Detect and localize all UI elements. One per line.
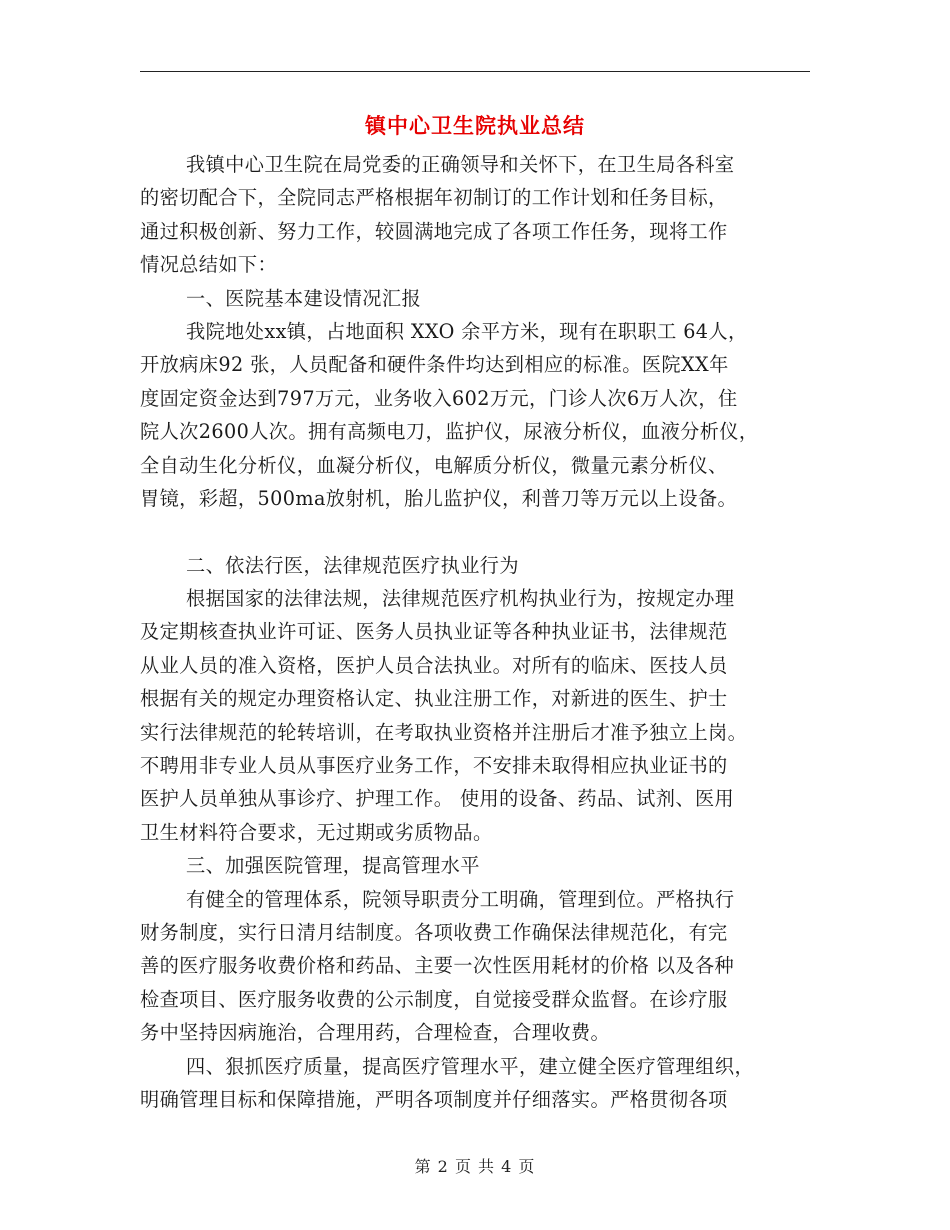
paragraph-line: 的密切配合下，全院同志严格根据年初制订的工作计划和任务目标， xyxy=(140,186,728,210)
paragraph-line: 务中坚持因病施治，合理用药，合理检查，合理收费。 xyxy=(140,1021,611,1045)
document-title: 镇中心卫生院执业总结 xyxy=(365,114,585,138)
paragraph-line: 全自动生化分析仪，血凝分析仪，电解质分析仪，微量元素分析仪、 xyxy=(140,453,728,477)
paragraph-line: 根据国家的法律法规，法律规范医疗机构执业行为，按规定办理 xyxy=(186,587,735,611)
section-heading: 三、加强医院管理，提高管理水平 xyxy=(186,854,480,878)
blank-line xyxy=(140,515,812,548)
paragraph-line: 我镇中心卫生院在局党委的正确领导和关怀下，在卫生局各科室 xyxy=(186,153,735,176)
paragraph-line: 开放病床92 张，人员配备和硬件条件均达到相应的标准。医院XX年 xyxy=(140,353,729,377)
paragraph-line: 及定期核查执业许可证、医务人员执业证等各种执业证书，法律规范 xyxy=(140,620,728,644)
header-rule xyxy=(140,71,810,72)
page-number-footer: 第 2 页 共 4 页 xyxy=(414,1157,536,1176)
paragraph-line: 财务制度，实行日清月结制度。各项收费工作确保法律规范化，有完 xyxy=(140,920,728,944)
paragraph-line: 明确管理目标和保障措施，严明各项制度并仔细落实。严格贯彻各项 xyxy=(140,1087,728,1111)
section-heading: 二、依法行医，法律规范医疗执业行为 xyxy=(186,553,519,577)
paragraph-line: 卫生材料符合要求，无过期或劣质物品。 xyxy=(140,820,493,844)
paragraph-line: 有健全的管理体系，院领导职责分工明确，管理到位。严格执行 xyxy=(186,887,735,911)
paragraph-line: 胃镜，彩超，500ma放射机，胎儿监护仪，利普刀等万元以上设备。 xyxy=(140,486,738,510)
paragraph-line: 善的医疗服务收费价格和药品、主要一次性医用耗材的价格 以及各种 xyxy=(140,954,735,978)
paragraph-line: 不聘用非专业人员从事医疗业务工作，不安排未取得相应执业证书的 xyxy=(140,754,728,778)
paragraph-line: 检查项目、医疗服务收费的公示制度，自觉接受群众监督。在诊疗服 xyxy=(140,987,728,1011)
paragraph-line: 从业人员的准入资格，医护人员合法执业。对所有的临床、医技人员 xyxy=(140,653,728,677)
section-heading: 一、医院基本建设情况汇报 xyxy=(186,286,422,310)
paragraph-line: 实行法律规范的轮转培训，在考取执业资格并注册后才准予独立上岗。 xyxy=(140,720,748,744)
document-body xyxy=(140,148,812,1116)
paragraph-line: 我院地处xx镇，占地面积 XXO 余平方米，现有在职职工 64人， xyxy=(186,319,748,343)
paragraph-line: 情况总结如下： xyxy=(140,253,278,277)
paragraph-line: 度固定资金达到797万元，业务收入602万元，门诊人次6万人次，住 xyxy=(140,386,738,410)
paragraph-line: 通过积极创新、努力工作，较圆满地完成了各项工作任务，现将工作 xyxy=(140,219,728,243)
paragraph-line: 院人次2600人次。拥有高频电刀，监护仪，尿液分析仪，血液分析仪， xyxy=(140,420,759,444)
paragraph-line: 根据有关的规定办理资格认定、执业注册工作，对新进的医生、护士 xyxy=(140,687,728,711)
section-heading: 四、狠抓医疗质量，提高医疗管理水平，建立健全医疗管理组织， xyxy=(186,1054,755,1078)
paragraph-line: 医护人员单独从事诊疗、护理工作。 使用的设备、药品、试剂、医用 xyxy=(140,787,735,811)
